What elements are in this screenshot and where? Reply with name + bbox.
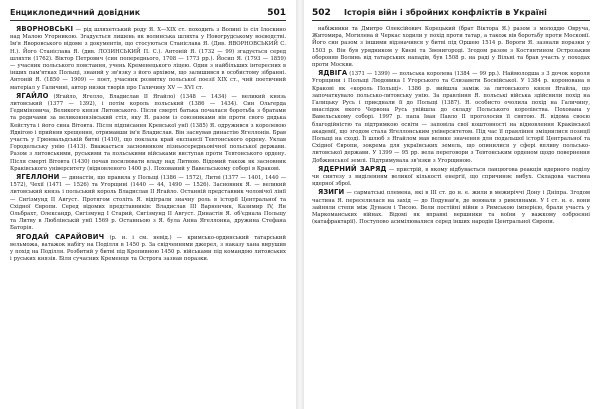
book-gutter — [296, 0, 304, 409]
entry-text: — сарматські племена, які в III ст. до н. е. жили в межиріччі Дону і Дніпра. Згодом частина Я. переселилася на захід — до Подунав'я, де воювали з римлянами. У I ст. н. е. вони зайняли степи між Дунаєм і Тисою. Вели постійні війни з Римською імперією, брали участь у Маркоманських війнах. Відомі як вправні вершники та воїни у важкому озброєнні (катафрактарії). Поступово асимілювалися серед інших народів Центральної Європи. — [312, 190, 590, 226]
left-page — [0, 0, 296, 409]
entry-headword: ЯГЕЛЛОНИ — [16, 173, 60, 182]
entry-continuation — [312, 26, 590, 69]
entry-headword: ЯЗИГИ — [318, 188, 345, 197]
right-running-head-title: Історія війн і збройних конфліктів в Україні — [344, 8, 547, 17]
entry-headword: ЯДВІГА — [318, 69, 348, 78]
entry-text: набіжники та Дмитро Олексійович Корецький (брат Віктора Я.) разом з молоддю Овруча, Житомира, Могилева й Черкас ходили у похід проти татар, а також вів боротьбу проти Московії. Його син разом з іншими відзначився у битві під Оршею 1514 р. Вороги Я. зазнали поразки у 1503 р. Він був урядником у Києві та Звенигороді. Згодом разом з Костянтином Острозьким обороняв Волинь від татарських нападів, був 1508 р. на раді у Вільні та брав участь у походах проти Москви. — [312, 26, 590, 69]
right-header-rule — [312, 20, 590, 21]
left-header-rule — [10, 20, 286, 21]
entry — [312, 189, 590, 226]
left-running-head — [10, 7, 286, 19]
entry-text: (Ягайло, Ягелло, Владислав II Ягайло) (1348 — 1434) — великий князь литовський (1377 — 1392), і потім король польський (1386 — 1434). Син Ольгерда Гедиміновича, Великого князя Литовського. Після смерті батька почалася боротьба з братами та родичами за великокнязівський стіл, яку Я. разом із союзниками вів проти свого дядька Кейстута і його сина Вітовта. Після підписання Кревської унії (1385) Я. одружився з королевою Ядвігою і прийняв хрещення, отримавши ім'я Владислав. Він заснував династію Ягеллонів. Брав участь у Грюнвальдській битві (1410), що поклала край експансії Тевтонського ордену. Уклав Городельську унію (1413). Вважається засновником пізньосередньовічної польської держави. Разом з литовськими, руськими та польськими військами виступав проти Тевтонського ордену. Після смерті Вітовта (1430) почав посилювати владу над Литвою. Відомий також як засновник Краківського університету (відновленого 1400 р.). Похований у Вавельському соборі в Кракові. — [10, 93, 286, 172]
entry-headword: ЯВОРНОВСЬКІ — [16, 25, 74, 33]
right-page-body — [312, 26, 590, 405]
entry — [312, 166, 590, 189]
entry-text: (1371 — 1399) — польська королева (1384 — 99 рр.). Наймолодша з 3 дочок короля Угорщини і Польщі Людовика I Угорського та Єлизавети Боснійської. У 1384 р. коронована в Кракові як «король Польщі». 1386 р. вийшла заміж за литовського князя Ягайла, що започаткувало польсько-литовську унію. За правління Я. польські війська здійснили похід на Галицьку Русь і приєднали її до Польщі (1387). Я. особисто очолила похід на Галичину, внаслідок якого Червона Русь увійшла до складу Польського королівства. Похована у Вавельському соборі. 1997 р. папа Іван Павло II проголосив її святою. Я. відома своєю благодійністю та підтримкою освіти — заповіла свої коштовності на відновлення Краківської академії, що згодом стала Ягеллонським університетом. Під час її правління зміцнилися позиції Польщі на сході. Її шлюб з Ягайлом мав велике значення для подальшої історії Центральної та Східної Європи, зокрема для українських земель, що опинилися у сфері впливу польсько-литовської держави. У 1399 — 95 рр. вела переговори з Тевтонським орденом щодо повернення Добжинської землі. Підтримувала зв'язки з Угорщиною. — [312, 71, 590, 164]
entry-text: — рід шляхетський роду Я. Х—XIX ст. походить з Волині із сіл Ілоскино над Малою Угорникою. Згадується лишень як волинська шляхта у Новогрудському воєводстві. Ім'я Яворовського відоме з документів, що стосуються Станіслава Я. (Див. ЯВОРНОВСЬКИЙ С. Н.). Його Станіслава Я. (див. ЛОЗИНСЬКИЙ П. С.). Антоній Я. (1732 — 99) згадується серед шляхти (1762). Віктор Петрович (син попереднього, 1708 — 1773 рр.). Йосип Я. (1793 — 1859) — учасник польського повстання, учень Кременецького ліцею. Один з найбільших інтересних в інших пам'ятках Польщі, знаний у зв'язку з його архівом, що залишився в особистому зібранні. Антоній Я. (1850 — 1909) — поет, учасник розвитку польської поезії XIX ст., чий поетичний матеріал у Галичині, автор низки творів про Галичину ХV — XVI ст. — [10, 27, 286, 91]
left-page-number: 501 — [267, 8, 286, 18]
entry-headword: ЯДЕРНИЙ ЗАРЯД — [318, 164, 387, 173]
entry-headword: ЯГОДАЙ САРАЙОВИЧ — [16, 232, 105, 241]
entry-text: (р. н. і см. невід.) — кримсько-ординський татарський вельможа, ватажок набігу на Поділля в 1450 р. За свідченнями джерел, з наказу хана вирушив у похід на Поділля. Розбитий у битві під Кропивною 1450 р. військами під командою литовських і руських князів. Біля сучасних Кременця та Острога зазнав поразки. — [10, 234, 286, 263]
entry — [10, 234, 286, 264]
right-page-number: 502 — [312, 8, 331, 18]
entry-text: — династія, що правила у Польщі (1386 — 1572), Литві (1377 — 1401, 1440 — 1572), Чехії (1471 — 1526) та Угорщині (1440 — 44, 1490 — 1526). Засновник Я. — великий литовський князь і польський король Владислав II Ягайло. Останній представник чоловічої лінії — Сигізмунд II Август. Протягом століть Я. відіграли значну роль в історії Центральної та Східної Європи. Серед відомих представників: Владислав III Варненчик, Казимир IV, Ян Ольбрахт, Олександр, Сигізмунд I Старий, Сигізмунд II Август. Династія Я. об'єднала Польщу та Литву в Люблінській унії 1569 р. Останньою з Я. була Анна Ягеллонка, дружина Стефана Баторія. — [10, 175, 287, 232]
left-running-head-title: Енциклопедичний довідник — [10, 8, 141, 17]
entry-headword: ЯГАЙЛО — [16, 91, 49, 100]
entry — [10, 174, 286, 233]
right-page — [304, 0, 600, 409]
entry-text: — пристрій, в якому відбувається ланцюгова реакція ядерного поділу чи синтезу з виділенням великої кількості енергії, що спричиняє вибух. Складова частина ядерної зброї. — [312, 166, 590, 188]
left-page-body — [10, 26, 286, 405]
right-running-head — [312, 7, 590, 19]
entry — [10, 26, 286, 92]
entry — [312, 70, 590, 165]
entry — [10, 93, 286, 173]
